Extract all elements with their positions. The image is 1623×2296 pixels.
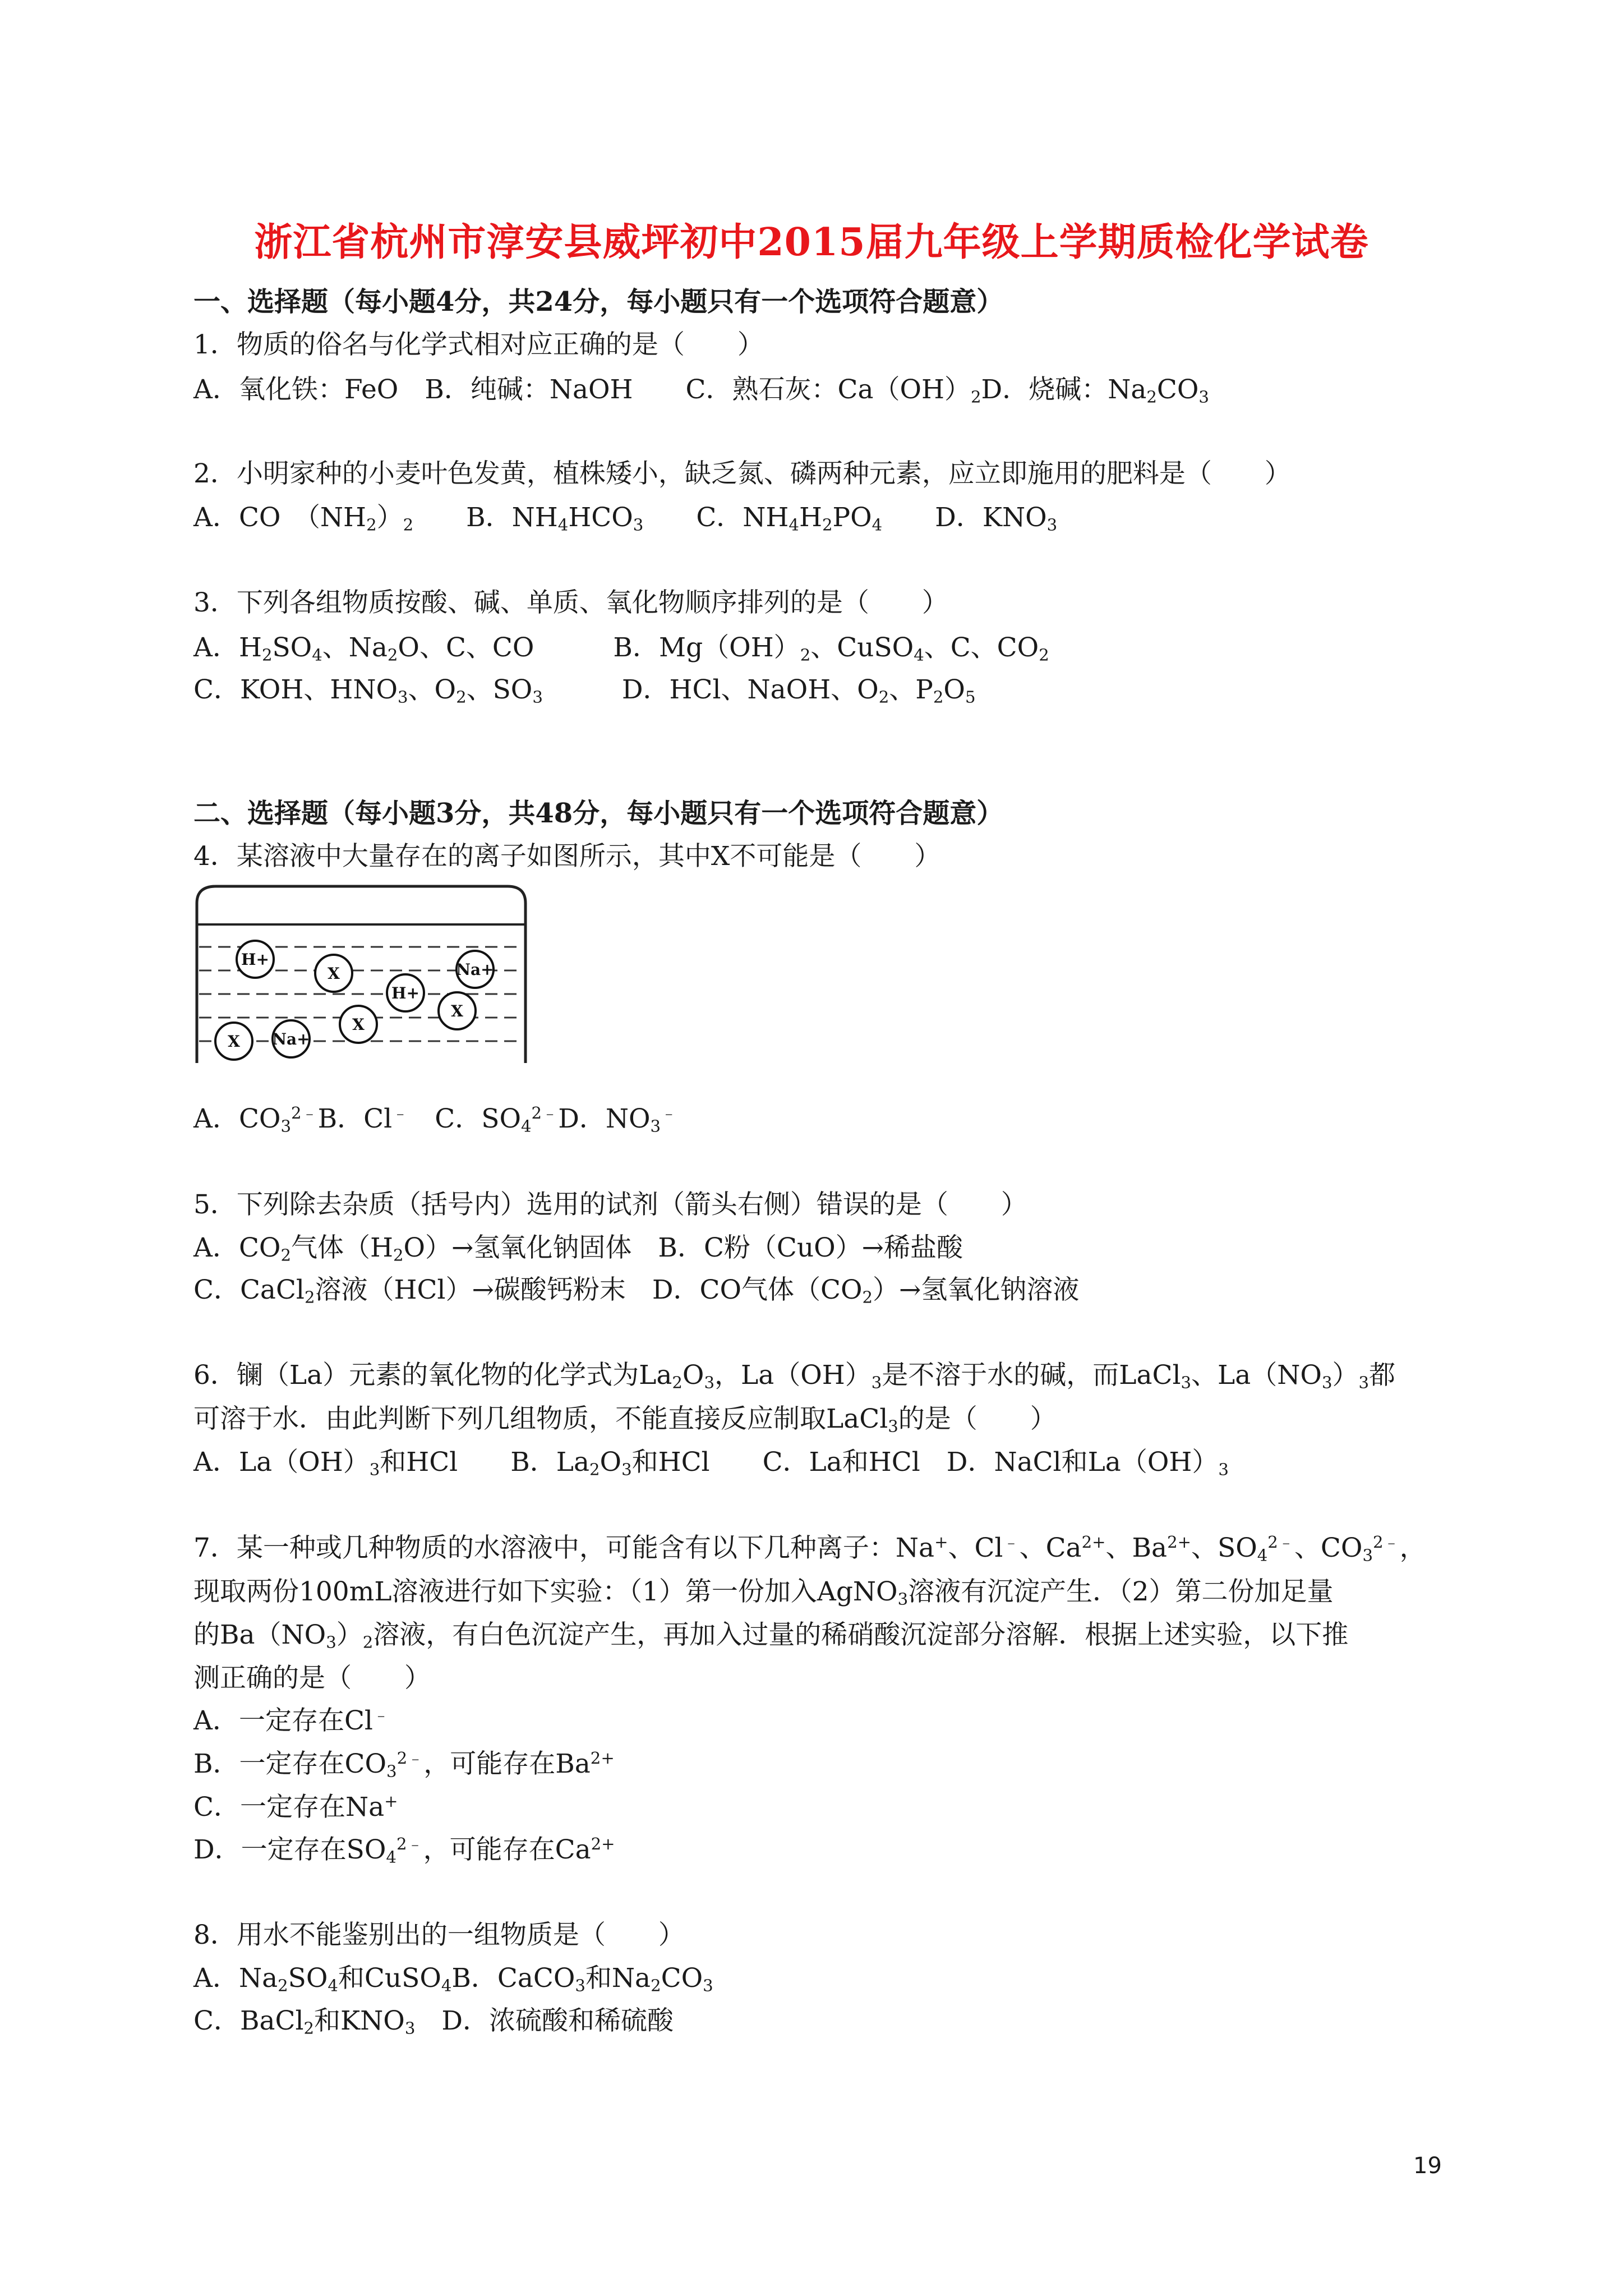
- question-7-stem-line3: 的$Ba(NO_3)_2$溶液，有白色沉淀产生，再加入过量的稀硝酸沉淀部分溶解．根据上述实验，以下推: [193, 1619, 1349, 1652]
- question-2-options: A．CO $(NH_2)_2$ B．$NH_4HCO_3$ C．$NH_4H_2PO_4$ D．$KNO_3$: [193, 502, 1058, 535]
- ion-label: H+: [391, 984, 419, 1002]
- ion-circle: [315, 955, 352, 992]
- question-7-option-d: D．一定存在$SO_4^{2﹣}$，可能存在$Ca^{2+}$: [193, 1834, 615, 1867]
- ion-label: X: [451, 1002, 463, 1020]
- question-8-options-cd: C．BaCl$_2$和$KNO_3$ D．浓硫酸和稀硫酸: [193, 2005, 674, 2038]
- question-5-options-ab: A．$CO_2$气体$(H_2O)\to$氢氧化钠固体 B．C粉（CuO）→稀盐酸: [193, 1232, 963, 1265]
- question-7-option-b: B．一定存在$CO_3^{2﹣}$，可能存在$Ba^{2+}$: [193, 1748, 615, 1781]
- section-heading-1: 一、选择题（每小题4分，共24分，每小题只有一个选项符合题意）: [193, 286, 1004, 318]
- question-4-options: A．$CO_3^{2﹣}B$．Cl﹣ C．$SO_4^{2﹣}D$．$NO_3^﹣$: [193, 1103, 677, 1136]
- question-5-stem: 5．下列除去杂质（括号内）选用的试剂（箭头右侧）错误的是（ ）: [193, 1189, 1027, 1220]
- question-6-stem: 6．镧（La）元素的氧化物的化学式为$La_2O_3$，$La(OH)_3$是不溶于水的碱，而LaCl$_3$、$La(NO_3)_3$都: [193, 1360, 1395, 1392]
- ion-label: X: [228, 1032, 240, 1051]
- section-heading-2: 二、选择题（每小题3分，共48分，每小题只有一个选项符合题意）: [193, 798, 1004, 829]
- question-1-stem: 1．物质的俗名与化学式相对应正确的是（ ）: [193, 329, 764, 360]
- question-3-stem: 3．下列各组物质按酸、碱、单质、氧化物顺序排列的是（ ）: [193, 587, 948, 618]
- question-8-stem: 8．用水不能鉴别出的一组物质是（ ）: [193, 1920, 685, 1950]
- ion-label: Na+: [272, 1030, 310, 1048]
- ion-label: Na+: [456, 960, 494, 979]
- question-7-option-a-text: A．一定存在Cl: [193, 1705, 373, 1736]
- question-7-option-c: C．一定存在Na+: [193, 1791, 398, 1823]
- question-5-options-cd: C．CaCl$_2$溶液（HCl）→碳酸钙粉末 D．CO气体$(CO_2)\to$氢氧化钠溶液: [193, 1274, 1080, 1307]
- ion-circle: [387, 974, 424, 1011]
- question-7-stem-line2: 现取两份100mL溶液进行如下实验：（1）第一份加入AgNO$_3$溶液有沉淀产生．（2）第二份加足量: [193, 1576, 1334, 1609]
- ion-circle: [439, 992, 476, 1029]
- question-1-options: A．氧化铁：FeO B．纯碱：NaOH C．熟石灰：$Ca(OH)_2D$．烧碱：$Na_2CO_3$: [193, 374, 1209, 407]
- ion-circle: [215, 1023, 252, 1060]
- ion-label: X: [352, 1015, 365, 1034]
- question-7-stem-line4: 测正确的是（ ）: [193, 1663, 431, 1694]
- question-2-stem: 2．小明家种的小麦叶色发黄，植株矮小，缺乏氮、磷两种元素，应立即施用的肥料是（ ）: [193, 458, 1291, 489]
- question-6-options: A．$La(OH)_3$和HCl B．$La_2O_3$和HCl C．La和HCl D．NaCl和$La(OH)_3$: [193, 1447, 1229, 1479]
- question-6-line2-text: 可溶于水．由此判断下列几组物质，不能直接反应制取LaCl: [193, 1404, 888, 1434]
- question-3-options-ab: A．$H_2SO_4$、$Na_2O$、C、CO B．$Mg(OH)_2$、CuSO$_4$、C、$CO_2$: [193, 632, 1049, 665]
- question-7-option-a: A．一定存在Cl﹣: [193, 1705, 390, 1736]
- ion-circle: [456, 951, 494, 988]
- ion-label: H+: [241, 950, 269, 969]
- page-title: 浙江省杭州市淳安县威坪初中2015届九年级上学期质检化学试卷: [254, 220, 1369, 265]
- ion-circle: [272, 1020, 310, 1057]
- ion-circle: [237, 941, 274, 978]
- ion-circle: [340, 1006, 377, 1043]
- ion-label: X: [328, 964, 340, 983]
- question-8-options-ab: A．$Na_2SO_4$和CuSO$_4$B．CaCO$_3$和$Na_2CO_3$: [193, 1963, 713, 1995]
- ion-solution-figure: [193, 881, 530, 1066]
- question-4-stem: 4．某溶液中大量存在的离子如图所示，其中X不可能是（ ）: [193, 841, 941, 872]
- page-number: 19: [1413, 2153, 1442, 2179]
- question-3-options-cd: C．KOH、$HNO_3$、$O_2$、$SO_3$ D．HCl、NaOH、$O_2$、$P_2O_5$: [193, 674, 976, 707]
- question-7-stem: 7．某一种或几种物质的水溶液中，可能含有以下几种离子：Na+、Cl﹣、$Ca^{2+}$、$Ba^{2+}$、$SO_4^{2﹣}$、$CO_3^{2﹣}$，: [193, 1532, 1426, 1565]
- question-6-stem-line2: 可溶于水．由此判断下列几组物质，不能直接反应制取LaCl$_3$的是（ ）: [193, 1404, 1057, 1436]
